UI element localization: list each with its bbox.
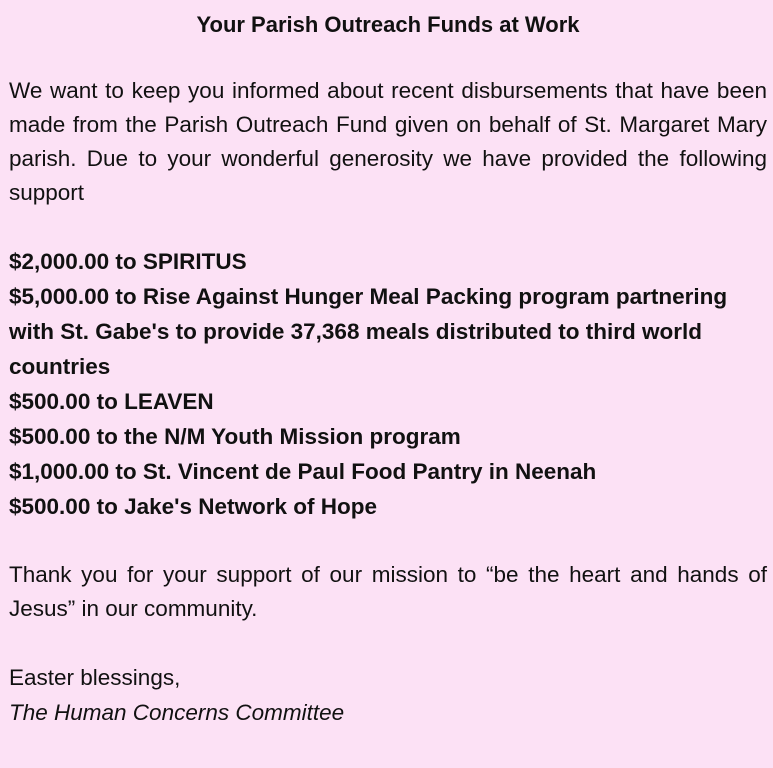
spacer: [9, 626, 767, 660]
disbursement-item: $2,000.00 to SPIRITUS: [9, 249, 247, 274]
signature-line: The Human Concerns Committee: [9, 700, 345, 725]
thanks-paragraph: Thank you for your support of our mission to “be the heart and hands of Jesus” in our community.: [9, 562, 767, 621]
disbursement-item: $1,000.00 to St. Vincent de Paul Food Pantry in Neenah: [9, 459, 597, 484]
disbursement-item: $500.00 to LEAVEN: [9, 389, 214, 414]
disbursement-item: $5,000.00 to Rise Against Hunger Meal Packing program partnering with St. Gabe's to provide 37,368 meals distributed to third world countries: [9, 284, 728, 379]
intro-paragraph: We want to keep you informed about recent disbursements that have been made from the Parish Outreach Fund given on behalf of St. Margaret Mary parish. Due to your wonderful generosity we have provided the following support: [9, 78, 767, 205]
notice-title: Your Parish Outreach Funds at Work: [196, 12, 580, 37]
disbursement-item: $500.00 to the N/M Youth Mission program: [9, 424, 461, 449]
disbursement-list: [9, 244, 767, 524]
spacer: [9, 210, 767, 244]
spacer: [9, 524, 767, 558]
disbursement-item: $500.00 to Jake's Network of Hope: [9, 494, 377, 519]
closing-line: Easter blessings,: [9, 665, 181, 690]
